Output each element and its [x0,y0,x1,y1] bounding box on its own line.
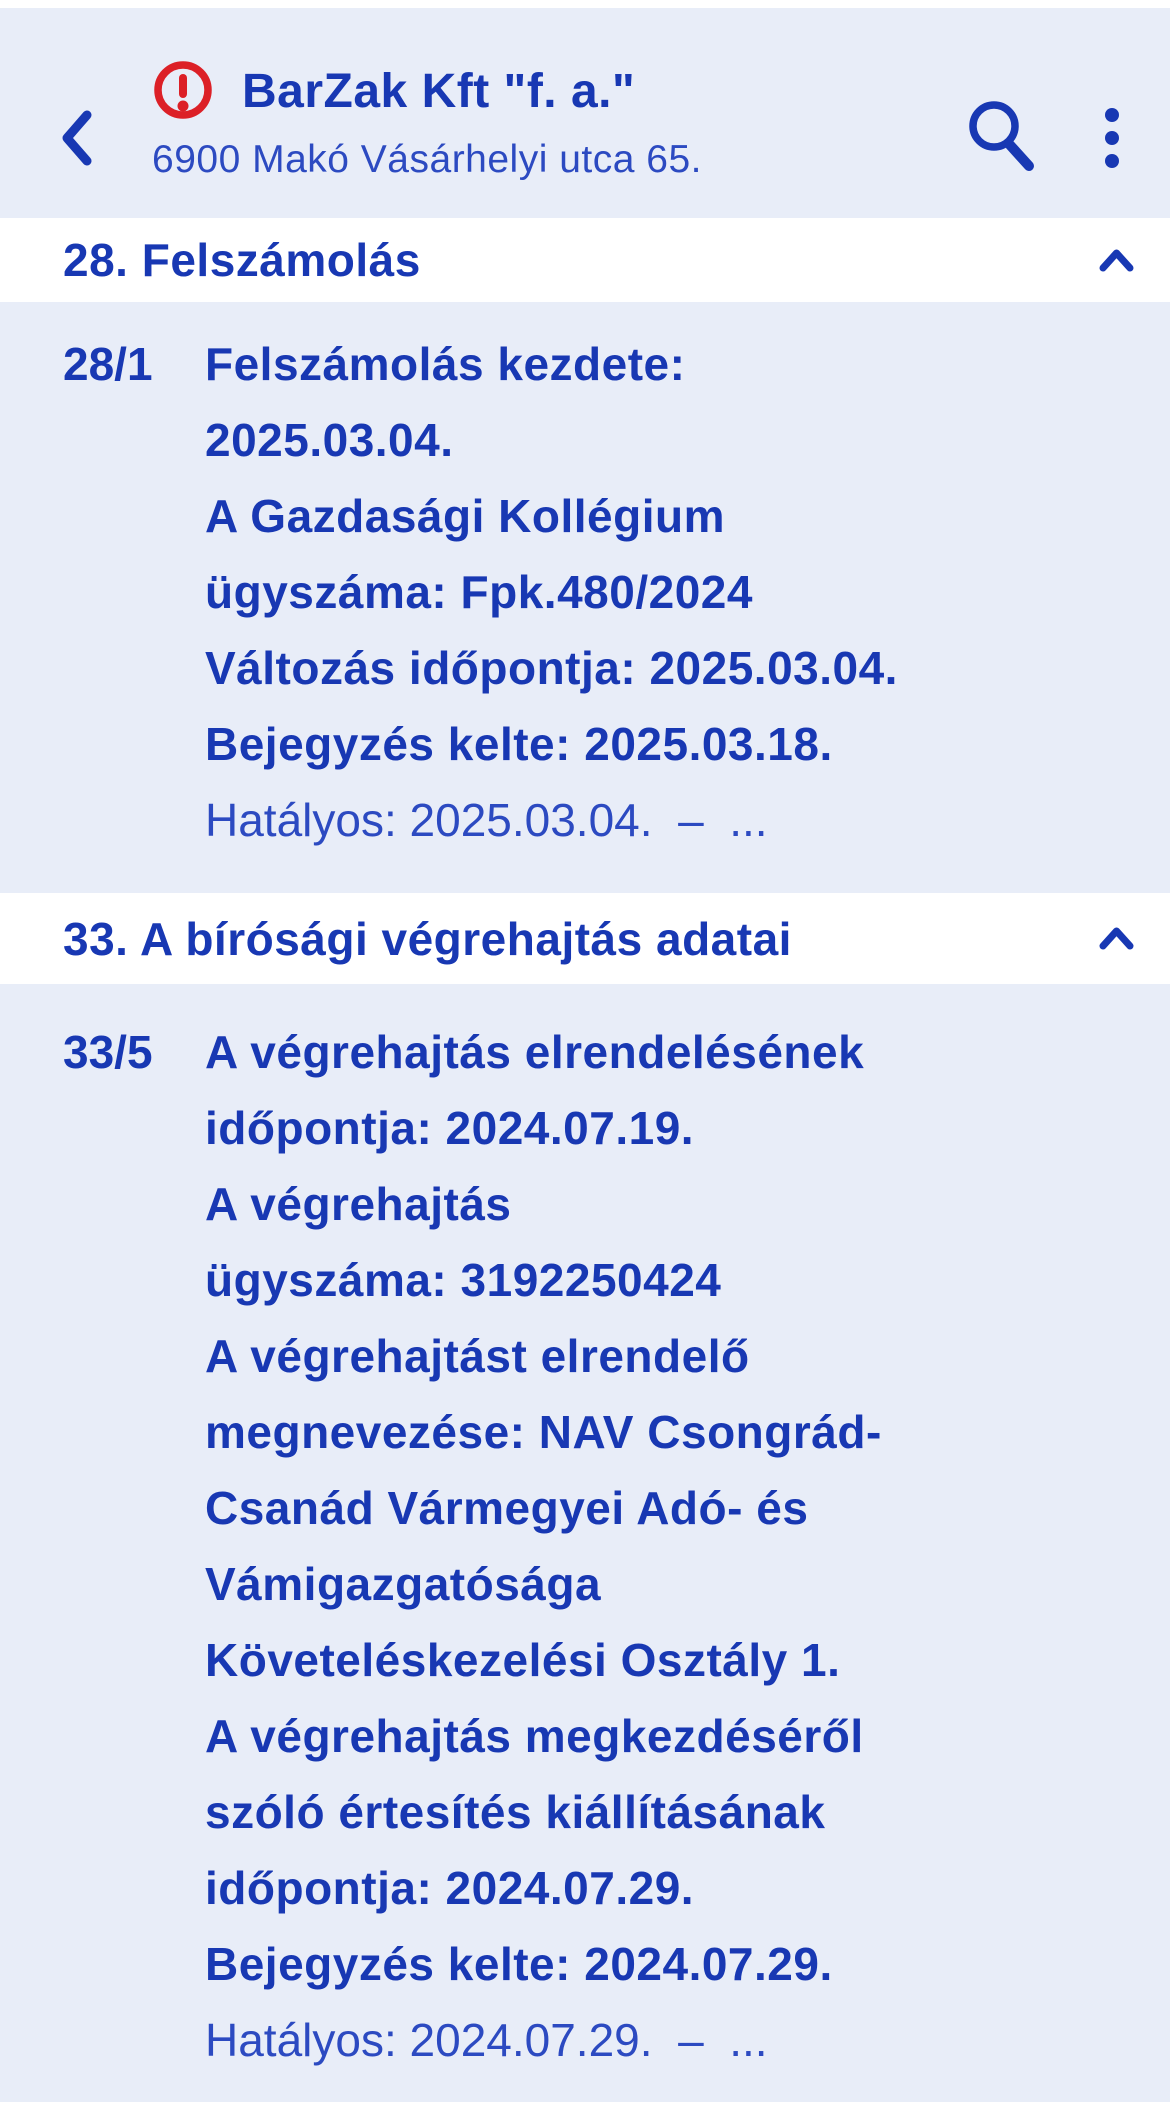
record-line: időpontja: 2024.07.19. [205,1102,695,1154]
record-line: Felszámolás kezdete: [205,338,686,390]
chevron-up-icon[interactable] [1098,247,1135,274]
record-number: 33/5 [63,1026,153,1078]
section-1 [0,218,1170,893]
section-title: 28. Felszámolás [63,234,421,286]
record-line: Változás időpontja: 2025.03.04. [205,642,898,694]
back-button chevron-left-icon[interactable] [56,108,96,168]
bottom-home-strip [0,2102,1170,2115]
record-line: Bejegyzés kelte: 2024.07.29. [205,1938,833,1990]
record-lines [205,326,1170,858]
app-header [0,8,1170,218]
record-item [0,1014,1170,2078]
record-line: Csanád Vármegyei Adó- és [205,1482,809,1534]
alert-circle-icon [152,60,214,122]
search-button magnifier-icon[interactable] [960,94,1042,176]
record-line: A végrehajtás elrendelésének [205,1026,865,1078]
section-header[interactable] [0,218,1170,302]
record-line: Bejegyzés kelte: 2025.03.18. [205,718,833,770]
record-line: A Gazdasági Kollégium [205,490,726,542]
record-number: 28/1 [63,338,153,390]
overflow-menu-button kebab-menu-icon[interactable] [1098,100,1126,176]
record-line: Vámigazgatósága [205,1558,602,1610]
section-title: 33. A bírósági végrehajtás adatai [63,912,792,965]
record-line: A végrehajtás [205,1178,512,1230]
record-line: szóló értesítés kiállításának [205,1786,826,1838]
record-line: Hatályos: 2025.03.04. – ... [205,794,768,846]
header-title-row [152,60,635,122]
sections [0,218,1170,2105]
record-line: Hatályos: 2024.07.29. – ... [205,2014,768,2066]
record-line: időpontja: 2024.07.29. [205,1862,695,1914]
record-line: Követeléskezelési Osztály 1. [205,1634,841,1686]
company-name-title: BarZak Kft "f. a." [242,64,636,118]
record-line: A végrehajtás megkezdéséről [205,1710,864,1762]
record-lines [205,1014,1170,2078]
record-item [0,326,1170,858]
section-2 [0,893,1170,2105]
record-line: 2025.03.04. [205,414,454,466]
section-body [0,302,1170,893]
section-body [0,984,1170,2105]
company-address: 6900 Makó Vásárhelyi utca 65. [152,138,702,181]
record-line: ügyszáma: 3192250424 [205,1254,722,1306]
record-line: ügyszáma: Fpk.480/2024 [205,566,753,618]
chevron-up-icon[interactable] [1098,925,1135,952]
section-header[interactable] [0,893,1170,984]
record-line: A végrehajtást elrendelő [205,1330,750,1382]
record-line: megnevezése: NAV Csongrád- [205,1406,882,1458]
